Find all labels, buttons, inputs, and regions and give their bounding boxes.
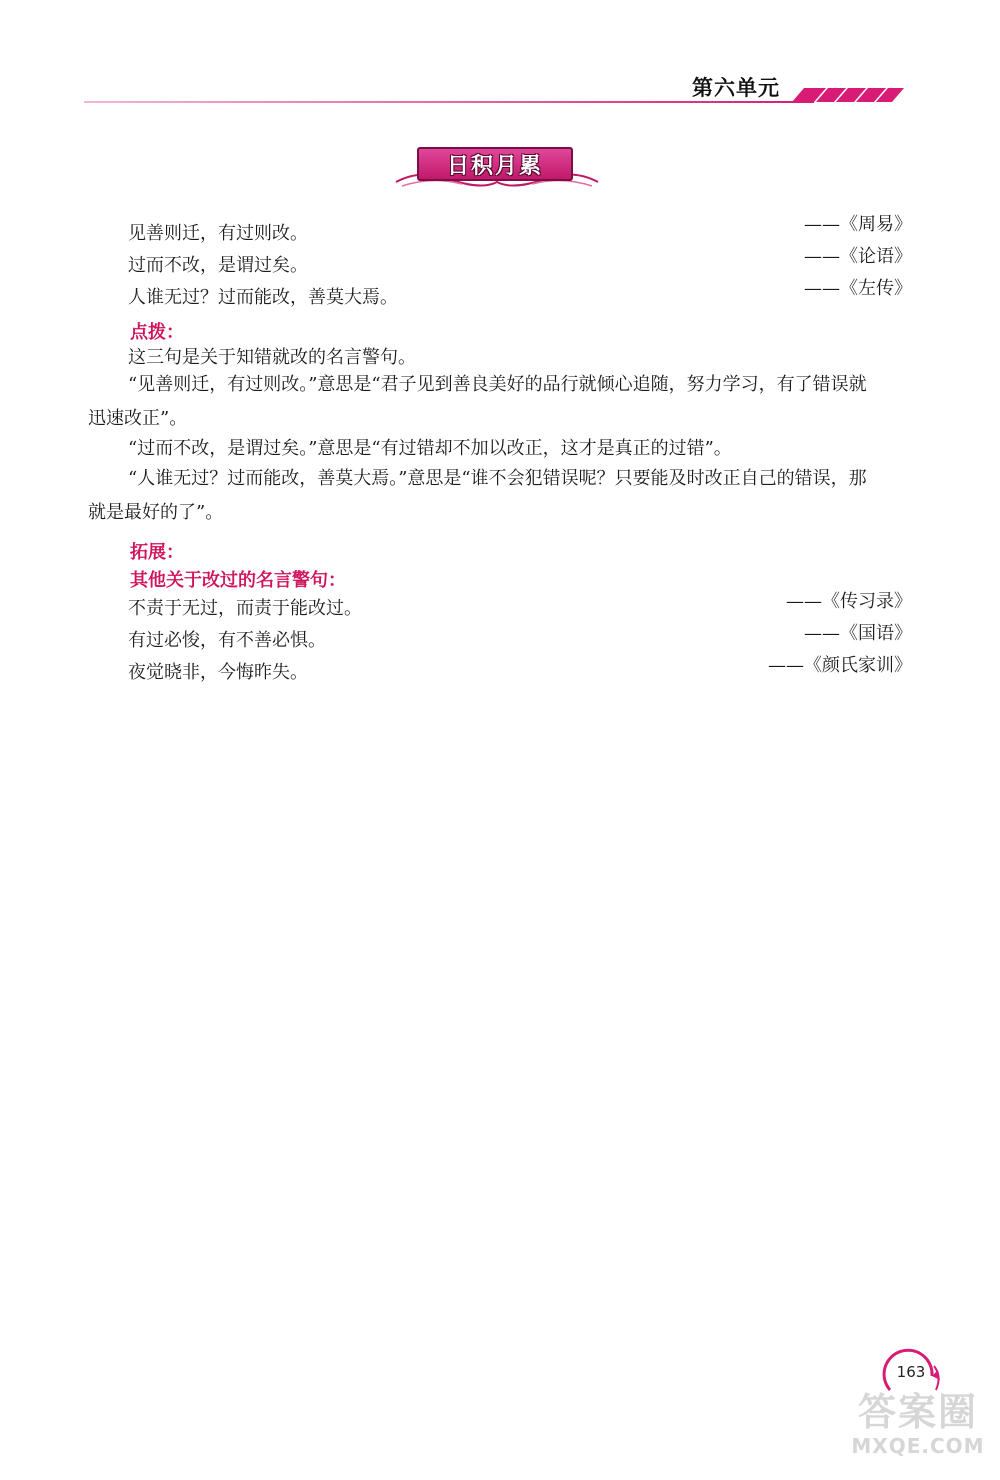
quote-source: ——《传习录》 bbox=[786, 591, 912, 612]
section-banner-title: 日积月累 bbox=[446, 153, 543, 179]
quote-text: 过而不改，是谓过矣。 bbox=[128, 255, 308, 276]
dianbo-intro: 这三句是关于知错就改的名言警句。 bbox=[128, 347, 416, 368]
dianbo-paragraph: “见善则迁，有过则改。”意思是“君子见到善良美好的品行就倾心追随，努力学习，有了错误就迅速改正”。 bbox=[88, 374, 867, 429]
quote-text: 见善则迁，有过则改。 bbox=[128, 223, 308, 244]
watermark-main: 答案圈 bbox=[857, 1390, 978, 1434]
watermark bbox=[838, 1390, 998, 1476]
quote-text: 夜觉晓非，今悔昨失。 bbox=[128, 662, 308, 683]
quote-text: 不责于无过，而责于能改过。 bbox=[128, 598, 362, 619]
quote-source: ——《左传》 bbox=[804, 278, 912, 299]
watermark-url: MXQE.COM bbox=[851, 1434, 985, 1458]
page-number: 163 bbox=[896, 1363, 926, 1381]
dianbo-paragraph: “人谁无过？过而能改，善莫大焉。”意思是“谁不会犯错误呢？只要能及时改正自己的错误，那就是最好的了”。 bbox=[88, 468, 867, 523]
quote-source: ——《国语》 bbox=[804, 623, 912, 644]
tuozhan-label: 拓展： bbox=[130, 542, 184, 563]
dianbo-paragraph: “过而不改，是谓过矣。”意思是“有过错却不加以改正，这才是真正的过错”。 bbox=[128, 438, 732, 459]
quote-source: ——《颜氏家训》 bbox=[768, 655, 912, 676]
quote-source: ——《周易》 bbox=[804, 214, 912, 235]
tuozhan-subtitle: 其他关于改过的名言警句： bbox=[130, 570, 346, 591]
quote-text: 人谁无过？过而能改，善莫大焉。 bbox=[128, 287, 398, 308]
section-banner bbox=[417, 147, 573, 181]
quote-source: ——《论语》 bbox=[804, 246, 912, 267]
header-divider bbox=[84, 101, 814, 103]
header-stripes-decoration bbox=[786, 86, 906, 104]
quote-text: 有过必悛，有不善必惧。 bbox=[128, 630, 326, 651]
unit-title: 第六单元 bbox=[692, 76, 780, 100]
dianbo-label: 点拨： bbox=[130, 322, 184, 343]
